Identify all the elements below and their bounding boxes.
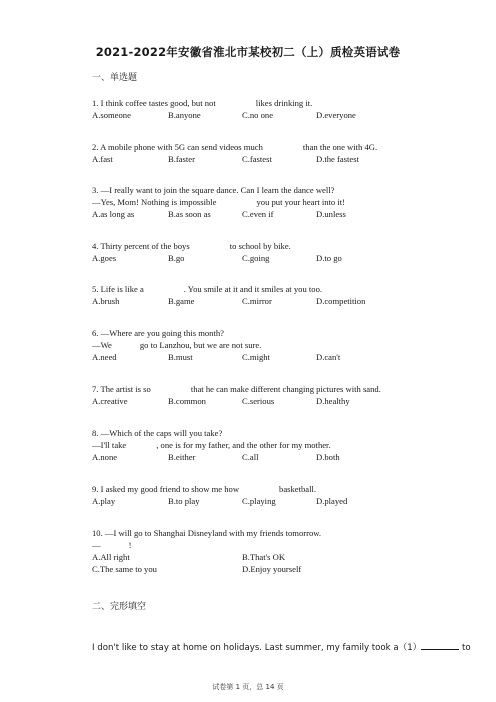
option-d[interactable]: D.can't [316,352,341,362]
option-c[interactable]: C.mirror [242,296,272,306]
option-a[interactable]: A.creative [92,396,128,406]
option-d[interactable]: D.unless [316,209,346,219]
option-a[interactable]: A.need [92,352,117,362]
question-stem-cont: to school by bike. [229,241,291,251]
option-c[interactable]: C.fastest [242,154,272,164]
option-b[interactable]: B.common [168,396,206,406]
option-a[interactable]: A.as long as [92,209,135,219]
question-stem: 5. Life is like a [92,284,144,294]
option-d[interactable]: D.everyone [316,110,356,120]
question-4 [92,240,342,264]
option-a[interactable]: A.someone [92,110,131,120]
option-c[interactable]: C.might [242,352,270,362]
question-stem-cont: likes drinking it. [255,98,313,108]
page-footer: 试卷第 1 页，总 14 页 [212,683,284,691]
question-stem: 10. —I will go to Shanghai Disneyland with my friends tomorrow. [92,528,322,538]
question-7 [92,383,381,407]
question-stem: 4. Thirty percent of the boys [92,241,190,251]
option-d[interactable]: D.the fastest [316,154,359,164]
exam-title: 2021-2022年安徽省淮北市某校初二（上）质检英语试卷 [95,45,401,59]
question-stem-cont: you put your heart into it! [256,197,346,207]
option-a[interactable]: A.goes [92,253,117,263]
question-stem-cont: ! [128,540,132,550]
section-cloze: 二、完形填空 [92,602,147,612]
option-c[interactable]: C.no one [242,110,274,120]
option-b[interactable]: B.to play [168,496,200,506]
option-d[interactable]: D.competition [316,296,366,306]
passage-text: I don't like to stay at home on holidays. Last summer, my family took a（1） [92,643,422,653]
option-a[interactable]: A.brush [92,296,120,306]
option-c[interactable]: C.playing [242,496,276,506]
question-stem-cont: than the one with 4G. [302,142,378,152]
option-b[interactable]: B.either [168,452,196,462]
option-c[interactable]: C.all [242,452,259,462]
option-c[interactable]: C.going [242,253,270,263]
option-b[interactable]: B.game [168,296,195,306]
question-stem-cont: , one is for my father, and the other for my mother. [156,440,331,450]
question-6 [92,327,341,363]
option-d[interactable]: D.healthy [316,396,350,406]
question-3 [92,184,345,220]
option-b[interactable]: B.go [168,253,185,263]
question-10 [92,527,321,575]
option-a[interactable]: A.play [92,496,116,506]
option-a[interactable]: A.fast [92,154,113,164]
question-stem: 9. I asked my good friend to show me how [92,484,240,494]
cloze-passage [92,641,471,653]
question-stem-line2: —We [92,340,112,350]
option-b[interactable]: B.must [168,352,193,362]
question-stem: 8. —Which of the caps will you take? [92,428,223,438]
option-d[interactable]: D.Enjoy yourself [242,564,302,574]
option-d[interactable]: D.both [316,452,340,462]
option-d[interactable]: D.played [316,496,348,506]
question-stem: 6. —Where are you going this month? [92,328,224,338]
passage-text-cont: to [462,643,471,653]
option-b[interactable]: B.anyone [168,110,201,120]
option-b[interactable]: B.faster [168,154,195,164]
section-single-choice: 一、单选题 [92,73,138,83]
question-stem-cont: that he can make different changing pictures with sand. [190,384,381,394]
question-stem-cont: basketball. [279,484,317,494]
option-a[interactable]: A.none [92,452,118,462]
question-stem-cont: . You smile at it and it smiles at you too. [183,284,323,294]
question-stem: 3. —I really want to join the square dance. Can I learn the dance well? [92,185,335,195]
option-c[interactable]: C.serious [242,396,275,406]
question-stem-line2: — [92,540,101,550]
option-b[interactable]: B.as soon as [168,209,211,219]
question-stem: 7. The artist is so [92,384,151,394]
question-stem: 1. I think coffee tastes good, but not [92,98,216,108]
option-b[interactable]: B.That's OK [242,552,286,562]
question-2 [92,141,377,165]
question-stem-line2: —Yes, Mom! Nothing is impossible [92,197,217,207]
question-5 [92,283,366,307]
option-c[interactable]: C.even if [242,209,274,219]
option-a[interactable]: A.All right [92,552,130,562]
question-stem-cont: go to Lanzhou, but we are not sure. [139,340,262,350]
blank-1[interactable] [421,641,459,650]
question-stem-line2: —I'll take [92,440,127,450]
question-stem: 2. A mobile phone with 5G can send videos much [92,142,263,152]
option-d[interactable]: D.to go [316,253,342,263]
question-1 [92,97,356,121]
question-9 [92,483,348,507]
option-c[interactable]: C.The same to you [92,564,157,574]
question-8 [92,427,340,463]
